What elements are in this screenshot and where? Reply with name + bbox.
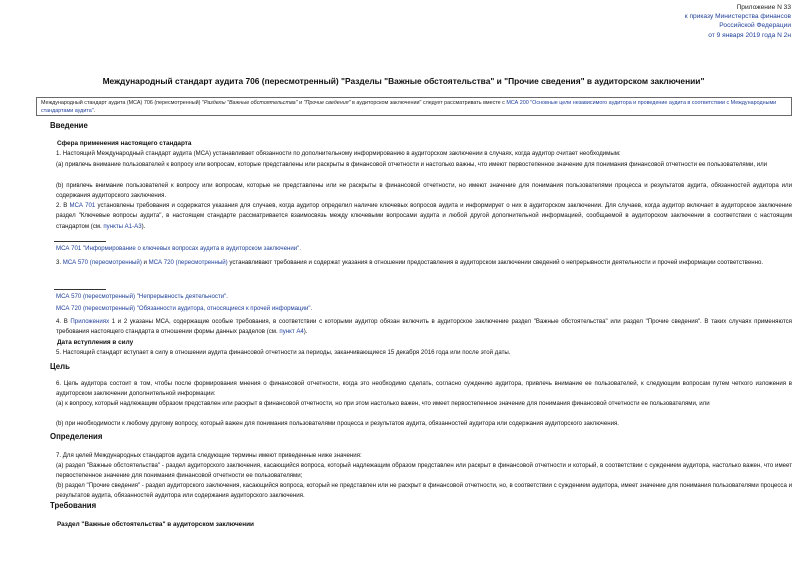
p3-link-isa570[interactable]: МСА 570 (пересмотренный)	[62, 259, 142, 266]
p3-link-isa720[interactable]: МСА 720 (пересмотренный)	[148, 259, 228, 266]
section-intro: Введение	[50, 121, 88, 130]
section-definitions: Определения	[50, 432, 103, 441]
paragraph-4	[56, 317, 792, 338]
note-and: и	[297, 100, 304, 106]
p4-text-c: ).	[303, 328, 308, 336]
appendix-date-link[interactable]: от 9 января 2019 года N 2н	[708, 31, 791, 39]
note-link-isa200[interactable]: МСА 200	[506, 100, 529, 106]
paragraph-7a: (a) раздел "Важные обстоятельства" - раздел аудиторского заключения, касающийся вопроса, который надлежащим образом представлен или раскрыт в финансовой отчетности и который, в соответствии с суждением аудитора, настолько важен, что имеет первостепенное значение для понимания финансовой отчетности ее пользователями;	[56, 462, 792, 480]
p3-text-c: устанавливают требования и содержат указания в отношении предоставления в аудиторском заключении сведений о непрерывности деятельности и прочей информации соответственно.	[227, 259, 764, 266]
p3-text-a: 3.	[56, 259, 63, 266]
note-text-2: в аудиторском заключении" следует рассматривать вместе с	[350, 100, 507, 106]
paragraph-7: 7. Для целей Международных стандартов аудита следующие термины имеют приведенные ниже значения:	[56, 452, 362, 459]
note-text: Международный стандарт аудита (МСА) 706 (пересмотренный)	[41, 100, 202, 106]
section-goal: Цель	[50, 362, 70, 371]
paragraph-1b: (b) привлечь внимание пользователей к вопросу или вопросам, которые не представлены или не раскрыты в финансовой отчетности, но имеют значение для понимания пользователями процесса и результатов аудита, обязанностей аудитора или содержания аудиторского заключения.	[56, 182, 792, 200]
paragraph-6: 6. Цель аудитора состоит в том, чтобы после формирования мнения о финансовой отчетности, когда это необходимо сделать, согласно суждению аудитора, привлечь внимание ее пользователей, к следующим вопросам путем четкого изложения в аудиторском заключении дополнительной информации:	[56, 380, 792, 398]
note-end: .	[93, 108, 96, 114]
document-title: Международный стандарт аудита 706 (пересмотренный) "Разделы "Важные обстоятельства" и "Прочие сведения" в аудиторском заключении"	[102, 76, 705, 86]
note-link-isa200-title[interactable]: "Основные цели независимого аудитора и проведение аудита в соответствии с Международными стандартами аудита"	[41, 100, 777, 114]
footnote-isa570[interactable]: МСА 570 (пересмотренный) "Непрерывность деятельности".	[56, 293, 228, 300]
p4-link-a4[interactable]: пункт A4	[279, 328, 304, 336]
p4-link-appendices[interactable]: Приложениях	[70, 318, 110, 325]
footnote-isa720[interactable]: МСА 720 (пересмотренный) "Обязанности аудитора, относящиеся к прочей информации".	[56, 305, 313, 312]
section-requirements: Требования	[50, 501, 97, 510]
p4-text-b: 1 и 2 указаны МСА, содержащие особые требования, в соответствии с которыми аудитор обязан включить в аудиторское заключение раздел "Важные обстоятельства" или раздел "Прочие сведения". В таких случаях применяются требования настоящего стандарта в отношении формы данных разделов (см.	[56, 318, 792, 336]
paragraph-7b: (b) раздел "Прочие сведения" - раздел аудиторского заключения, касающийся вопроса, который не представлен или не раскрыт в финансовой отчетности, но, в соответствии с суждением аудитора, имеет значение для понимания пользователями процесса и результатов аудита, обязанностей аудитора или содержания аудиторского заключения.	[56, 482, 792, 500]
section-scope: Сфера применения настоящего стандарта	[57, 140, 192, 147]
p2-text-c: ).	[141, 222, 146, 230]
p2-text-a: 2. В	[56, 202, 70, 209]
paragraph-1a: (a) привлечь внимание пользователей к вопросу или вопросам, которые представлены или раскрыты в финансовой отчетности и настолько важны, что имеют первостепенное значение для понимания финансовой отчетности ее пользователями, или	[56, 161, 768, 168]
section-emphasis-of-matter: Раздел "Важные обстоятельства" в аудиторском заключении	[57, 521, 254, 528]
paragraph-2	[56, 201, 792, 232]
paragraph-6b: (b) при необходимости к любому другому вопросу, который важен для понимания пользователями процесса и результатов аудита, обязанностей аудитора или содержания аудиторского заключения.	[56, 420, 619, 427]
paragraph-3	[56, 258, 792, 268]
paragraph-6a: (a) к вопросу, который надлежащим образом представлен или раскрыт в финансовой отчетности, но при этом настолько важен, что имеет первостепенное значение для понимания финансовой отчетности ее пользователями, или	[56, 400, 710, 407]
paragraph-1: 1. Настоящий Международный стандарт аудита (МСА) устанавливает обязанности по дополнительному информированию в аудиторском заключении в случаях, когда аудитор считает необходимым:	[56, 150, 621, 157]
note-italic-2: "Прочие сведения"	[303, 100, 351, 106]
paragraph-5: 5. Настоящий стандарт вступает в силу в отношении аудита финансовой отчетности за периоды, заканчивающиеся 15 декабря 2016 года или после этой даты.	[56, 349, 511, 356]
p2-link-a1a3[interactable]: пункты A1-A3	[103, 222, 142, 230]
p3-and: и	[141, 259, 149, 266]
appendix-order-link[interactable]: к приказу Министерства финансов	[684, 13, 791, 21]
p2-link-isa701[interactable]: МСА 701	[69, 202, 96, 209]
section-effective-date: Дата вступления в силу	[57, 339, 134, 346]
appendix-federation-link[interactable]: Российской Федерации	[719, 22, 791, 30]
p2-text-b: установлены требования и содержатся указания для случаев, когда аудитор определил наличие ключевых вопросов аудита и информирует о них в аудиторском заключении. Для случаев, когда аудитор включает в аудиторское заключение раздел "Ключевые вопросы аудита", в настоящем стандарте рассматривается взаимосвязь между ключевыми вопросами аудита и любой другой дополнительной информацией, сообщаемой в аудиторском заключении в соответствии с настоящим стандартом (см.	[56, 202, 792, 230]
p4-text-a: 4. В	[56, 318, 71, 325]
note-box	[36, 97, 792, 116]
appendix-number: Приложение N 33	[736, 4, 791, 11]
footnote-isa701[interactable]: МСА 701 "Информирование о ключевых вопросах аудита в аудиторском заключении".	[56, 245, 302, 252]
appendix-header	[685, 3, 791, 40]
footnote-divider-1	[54, 241, 106, 242]
footnote-divider-2	[54, 289, 106, 290]
note-italic-1: "Разделы "Важные обстоятельства"	[201, 100, 298, 106]
